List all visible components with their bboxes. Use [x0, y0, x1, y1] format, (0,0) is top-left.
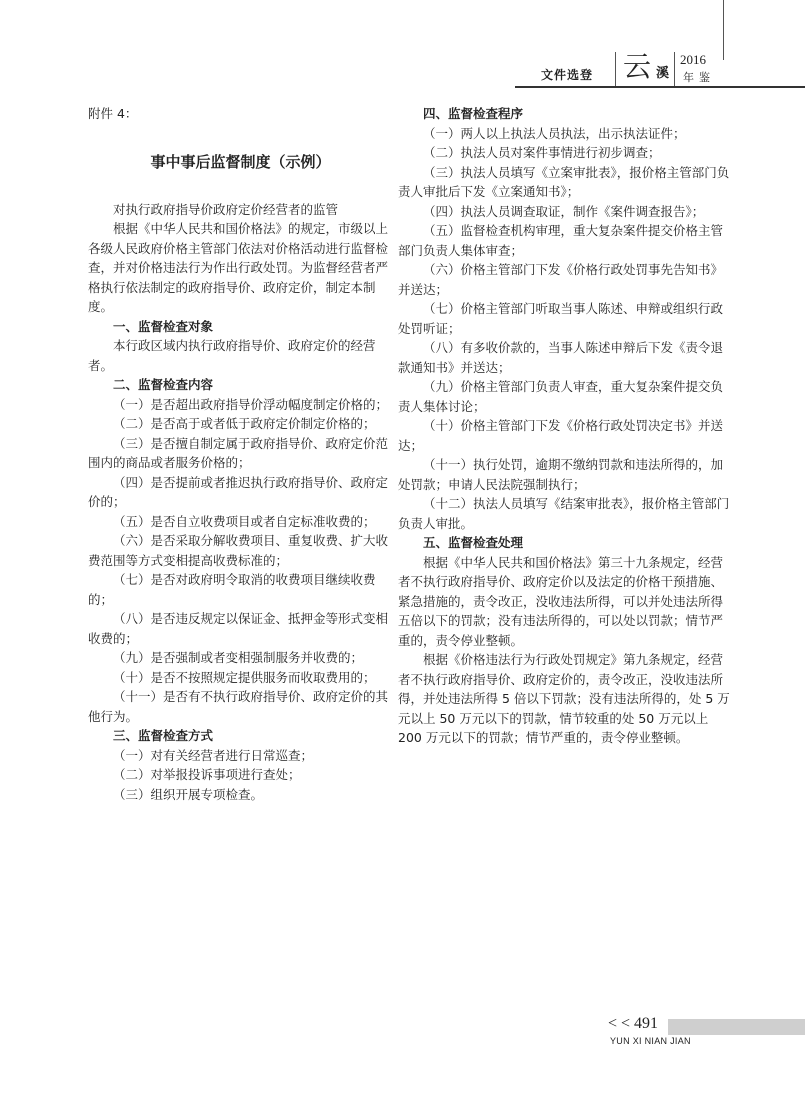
section-4-item: （十二）执法人员填写《结案审批表》，报价格主管部门负责人审批。 — [398, 496, 730, 531]
section-2-item: （九）是否强制或者变相强制服务并收费的； — [113, 650, 364, 665]
section-2-item: （六）是否采取分解收费项目、重复收费、扩大收费范围等方式变相提高收费标准的； — [88, 533, 389, 568]
page-number: < < 491 — [608, 1015, 659, 1032]
section-2-item: （五）是否自立收费项目或者自定标准收费的； — [113, 513, 376, 529]
section-3-item: （三）组织开展专项检查。 — [113, 786, 264, 802]
section-4-item: （七）价格主管部门听取当事人陈述、申辩或组织行政处罚听证； — [398, 301, 724, 336]
section-4-heading: 四、监督检查程序 — [423, 106, 524, 121]
section-2-item: （十一）是否有不执行政府指导价、政府定价的其他行为。 — [88, 689, 389, 724]
header-year: 2016 — [680, 52, 706, 67]
section-3-item: （二）对举报投诉事项进行查处； — [113, 767, 301, 782]
header-brand-logo: 云 — [623, 50, 652, 83]
section-4-item: （一）两人以上执法人员执法，出示执法证件； — [423, 125, 686, 141]
section-5-paragraph-2: 根据《价格违法行为行政处罚规定》第九条规定，经营者不执行政府指导价、政府定价的，责令改正，没收违法所得，并处违法所得 5 倍以下罚款；没有违法所得的，处 5 万元以上 50 万元以下的罚款，情节较重的处 50 万元以上 200 万元以下的罚款；情节严重的，责令停业整顿。 — [398, 652, 730, 745]
section-2-item: （三）是否擅自制定属于政府指导价、政府定价范围内的商品或者服务价格的； — [88, 435, 389, 470]
document-title: 事中事后监督制度（示例） — [150, 152, 331, 171]
header-divider-2 — [674, 52, 675, 86]
section-4-item: （十一）执行处罚，逾期不缴纳罚款和违法所得的，加处罚款；申请人民法院强制执行； — [398, 457, 724, 492]
section-2-item: （二）是否高于或者低于政府定价制定价格的； — [113, 416, 376, 431]
section-3-heading: 三、监督检查方式 — [113, 728, 214, 743]
section-2-item: （八）是否违反规定以保证金、抵押金等形式变相收费的； — [88, 611, 389, 646]
footer-book-title: YUN XI NIAN JIAN — [610, 1036, 691, 1046]
section-2-heading: 二、监督检查内容 — [113, 377, 214, 392]
section-4-item: （五）监督检查机构审理，重大复杂案件提交价格主管部门负责人集体审查； — [398, 223, 724, 258]
header-brand-small: 溪 — [656, 66, 670, 81]
section-2-item: （一）是否超出政府指导价浮动幅度制定价格的； — [113, 396, 389, 412]
section-4-item: （八）有多收价款的，当事人陈述申辩后下发《责令退款通知书》并送达； — [398, 340, 724, 375]
section-2-item: （十）是否不按照规定提供服务而收取费用的； — [113, 669, 376, 685]
section-1-text: 本行政区域内执行政府指导价、政府定价的经营者。 — [88, 338, 376, 373]
section-1-heading: 一、监督检查对象 — [113, 318, 214, 334]
header-rule — [515, 86, 805, 88]
document-subtitle: 对执行政府指导价政府定价经营者的监管 — [113, 201, 339, 217]
section-4-item: （十）价格主管部门下发《价格行政处罚决定书》并送达； — [398, 418, 724, 453]
section-2-item: （七）是否对政府明令取消的收费项目继续收费的； — [88, 572, 376, 607]
intro-paragraph: 根据《中华人民共和国价格法》的规定，市级以上各级人民政府价格主管部门依法对价格活动进行监督检查，并对价格违法行为作出行政处罚。为监督经营者严格执行依法制定的政府指导价、政府定价，制定本制度。 — [88, 221, 389, 314]
header-divider — [615, 52, 616, 86]
section-4-item: （九）价格主管部门负责人审查，重大复杂案件提交负责人集体讨论； — [398, 379, 724, 414]
section-4-item: （三）执法人员填写《立案审批表》，报价格主管部门负责人审批后下发《立案通知书》； — [398, 164, 730, 199]
section-4-item: （二）执法人员对案件事情进行初步调查； — [423, 145, 661, 160]
section-2-item: （四）是否提前或者推迟执行政府指导价、政府定价的； — [88, 474, 389, 509]
header-section-label: 文件选登 — [541, 68, 594, 82]
header-book: 年鉴 — [683, 71, 715, 84]
section-4-item: （六）价格主管部门下发《价格行政处罚事先告知书》并送达； — [398, 262, 724, 297]
header-vertical-rule — [723, 0, 724, 60]
attachment-label: 附件 4： — [88, 106, 138, 121]
section-4-item: （四）执法人员调查取证，制作《案件调查报告》； — [423, 203, 705, 219]
section-5-heading: 五、监督检查处理 — [423, 535, 524, 550]
footer-bar — [668, 1019, 805, 1035]
right-column — [398, 104, 732, 748]
section-5-paragraph-1: 根据《中华人民共和国价格法》第三十九条规定，经营者不执行政府指导价、政府定价以及法定的价格干预措施、紧急措施的，责令改正，没收违法所得，可以并处违法所得五倍以下的罚款；没有违法所得的，可以处以罚款；情节严重的，责令停业整顿。 — [398, 554, 724, 648]
left-column — [88, 104, 393, 804]
section-3-item: （一）对有关经营者进行日常巡查； — [113, 747, 314, 763]
